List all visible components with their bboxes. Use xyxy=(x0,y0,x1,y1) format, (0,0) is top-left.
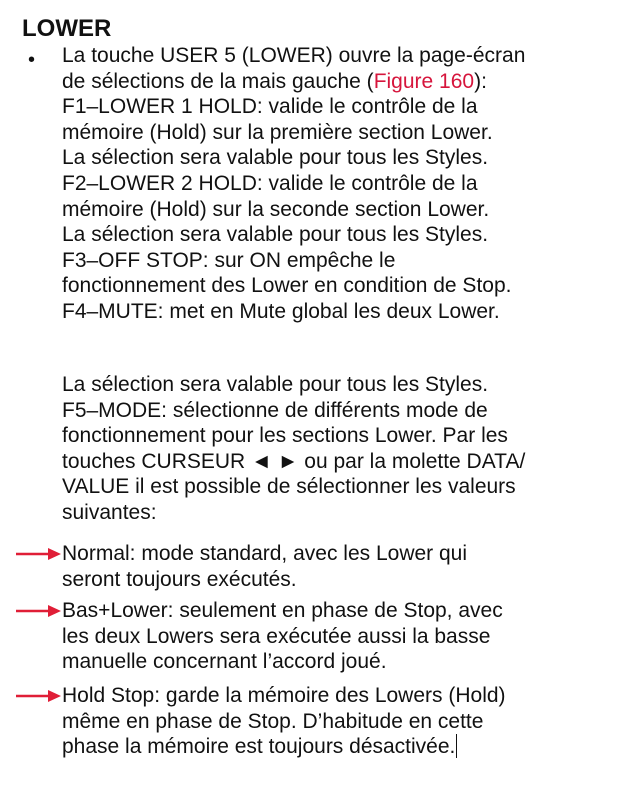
text-line: La sélection sera valable pour tous les Styles. xyxy=(62,373,489,396)
text-line: touches CURSEUR ◄ ► ou par la molette DATA/ xyxy=(62,449,526,473)
text-line: manuelle concernant l’accord joué. xyxy=(62,650,387,674)
text-line: F1–LOWER 1 HOLD: valide le contrôle de la xyxy=(62,95,478,119)
text-line: fonctionnement pour les sections Lower. Par les xyxy=(62,424,508,448)
bullet-icon: • xyxy=(28,49,36,71)
text-line: F2–LOWER 2 HOLD: valide le contrôle de la xyxy=(62,171,478,195)
mode-option-bas-lower xyxy=(62,598,632,675)
text-line: F4–MUTE: met en Mute global les deux Lower. xyxy=(62,299,500,323)
text-line[interactable] xyxy=(62,734,632,760)
text-line: F3–OFF STOP: sur ON empêche le xyxy=(62,248,396,272)
text-line: Hold Stop: garde la mémoire des Lowers (Hold) xyxy=(62,684,506,707)
text-line: Bas+Lower: seulement en phase de Stop, avec xyxy=(62,599,503,622)
mode-option-normal xyxy=(62,541,632,592)
text-line: La touche USER 5 (LOWER) ouvre la page-écran xyxy=(62,44,526,67)
text-line: Normal: mode standard, avec les Lower qui xyxy=(62,542,468,565)
section-heading: LOWER xyxy=(22,15,112,42)
text-line: La sélection sera valable pour tous les Styles. xyxy=(62,223,489,247)
text-fragment: ): xyxy=(474,69,487,93)
mode-option-hold-stop xyxy=(62,683,632,760)
text-line xyxy=(62,69,632,95)
text-line: les deux Lowers sera exécutée aussi la basse xyxy=(62,624,491,648)
text-line: La sélection sera valable pour tous les Styles. xyxy=(62,146,489,170)
right-arrow-icon xyxy=(16,689,62,703)
right-arrow-icon xyxy=(16,604,62,618)
text-fragment: de sélections de la mais gauche ( xyxy=(62,69,374,93)
figure-reference: Figure 160 xyxy=(373,69,475,93)
text-line: VALUE il est possible de sélectionner les valeurs xyxy=(62,475,516,499)
text-line: seront toujours exécutés. xyxy=(62,567,297,591)
intro-paragraph xyxy=(62,43,632,325)
right-arrow-icon xyxy=(16,547,62,561)
text-line: F5–MODE: sélectionne de différents mode de xyxy=(62,398,488,422)
text-fragment: phase la mémoire est toujours désactivée. xyxy=(62,735,456,759)
text-line: suivantes: xyxy=(62,500,157,524)
text-line: mémoire (Hold) sur la seconde section Lower. xyxy=(62,197,490,221)
mode-paragraph xyxy=(62,372,632,526)
text-cursor xyxy=(456,734,457,758)
text-line: même en phase de Stop. D’habitude en cette xyxy=(62,709,484,733)
text-line: fonctionnement des Lower en condition de Stop. xyxy=(62,274,512,298)
text-line: mémoire (Hold) sur la première section Lower. xyxy=(62,120,493,144)
